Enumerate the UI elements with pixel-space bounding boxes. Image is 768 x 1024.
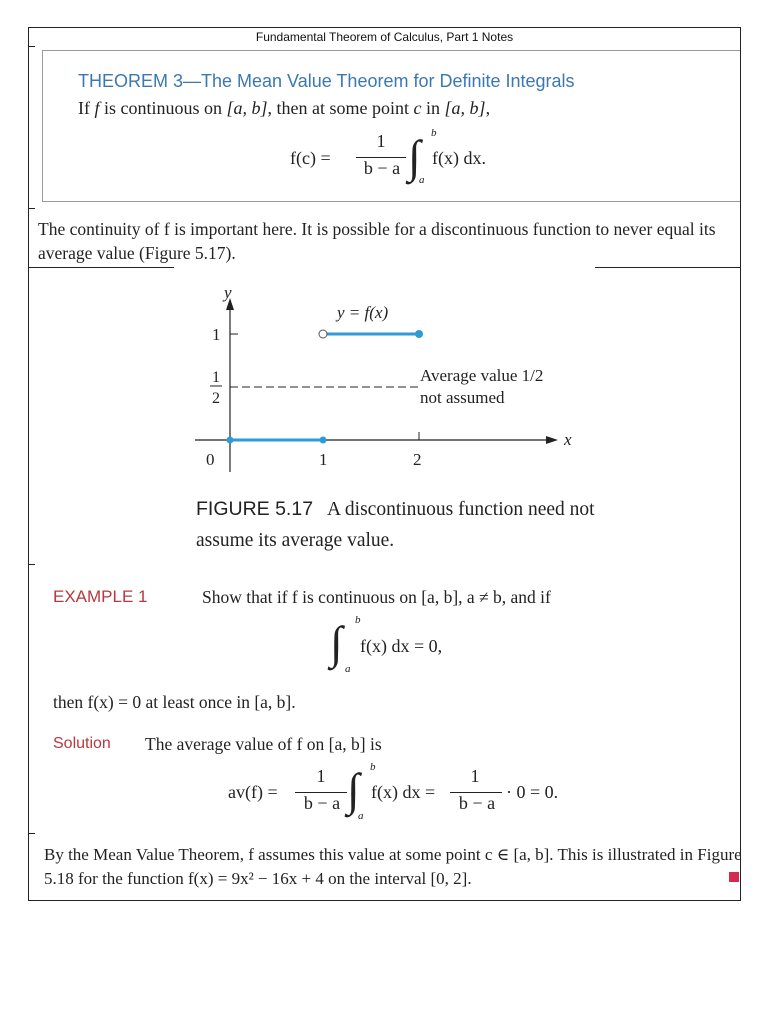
theorem-integral-sign: ∫ [408,131,421,182]
solution-lower-limit: a [358,810,364,822]
solution-formula-tail: · 0 = 0. [506,782,559,802]
origin-label: 0 [206,450,215,469]
x-axis-label: x [564,430,572,449]
example-label: EXAMPLE 1 [53,587,148,606]
theorem-frac-den: b − a [363,158,401,178]
figure-caption-label: FIGURE 5.17 [196,498,314,520]
closed-point-origin [227,437,234,444]
y-tick-label-1: 1 [212,325,221,344]
theorem-formula-lhs: f(c) = [290,148,331,168]
theorem-heading: THEOREM 3—The Mean Value Theorem for Definite Integrals [78,71,575,91]
figure-caption-text: A discontinuous function need not assume its average value. [196,499,595,551]
x-tick-label-1: 1 [319,450,328,469]
closed-point-upper [415,330,423,338]
average-label-line1: Average value 1/2 [420,366,544,385]
solution-upper-limit: b [370,761,376,773]
closed-point-x1 [320,437,327,444]
function-label: y = f(x) [337,303,389,322]
example-conclusion-text: then f(x) = 0 at least once in [a, b]. [53,692,296,712]
theorem-frac-num: 1 [376,131,386,151]
end-of-example-square [729,872,739,882]
continuity-paragraph: The continuity of f is important here. It is possible for a discontinuous function to never equal its average value (Figure 5.17). [38,219,716,263]
solution-integral-expr: f(x) dx = [371,782,436,802]
separator-line [28,267,174,268]
theorem-statement: If f is continuous on [a, b], then at some point c in [a, b], [78,98,491,118]
solution-frac2-num: 1 [470,766,480,786]
solution-frac-num: 1 [316,766,326,786]
separator-line [595,267,741,268]
solution-frac-den: b − a [303,793,341,813]
margin-tick [28,46,35,47]
x-axis-arrow [546,436,558,444]
header-title: Fundamental Theorem of Calculus, Part 1 Notes [255,30,514,44]
open-point-upper [319,330,327,338]
y-tick-label-half-den: 2 [212,390,220,407]
example-integral-expr: f(x) dx = 0, [360,636,443,656]
mvt-paragraph: By the Mean Value Theorem, f assumes this value at some point c ∈ [a, b]. This is illustrated in Figure 5.18 for the function f(x) = 9x² − 16x + 4 on the interval [0, 2]. [44,845,742,888]
theorem-integrand: f(x) dx. [432,148,486,168]
figure-caption [196,494,616,556]
theorem-upper-limit: b [431,127,437,139]
theorem-lower-limit: a [419,174,425,186]
example-integral-sign: ∫ [330,617,343,668]
example-text: Show that if f is continuous on [a, b], a ≠ b, and if [202,587,551,607]
solution-text: The average value of f on [a, b] is [145,734,382,754]
margin-tick [28,208,35,209]
example-lower-limit: a [345,663,351,675]
figure-5-17-graph [190,282,610,482]
y-axis-label: y [224,283,232,302]
example-upper-limit: b [355,614,361,626]
x-tick-label-2: 2 [413,450,422,469]
solution-label: Solution [53,735,111,752]
margin-tick [28,833,35,834]
average-label-line2: not assumed [420,388,505,407]
solution-frac2-den: b − a [458,793,496,813]
solution-formula-lhs: av(f) = [228,782,278,802]
solution-integral-sign: ∫ [347,764,360,815]
y-tick-label-half-num: 1 [212,369,220,386]
margin-tick [28,564,35,565]
